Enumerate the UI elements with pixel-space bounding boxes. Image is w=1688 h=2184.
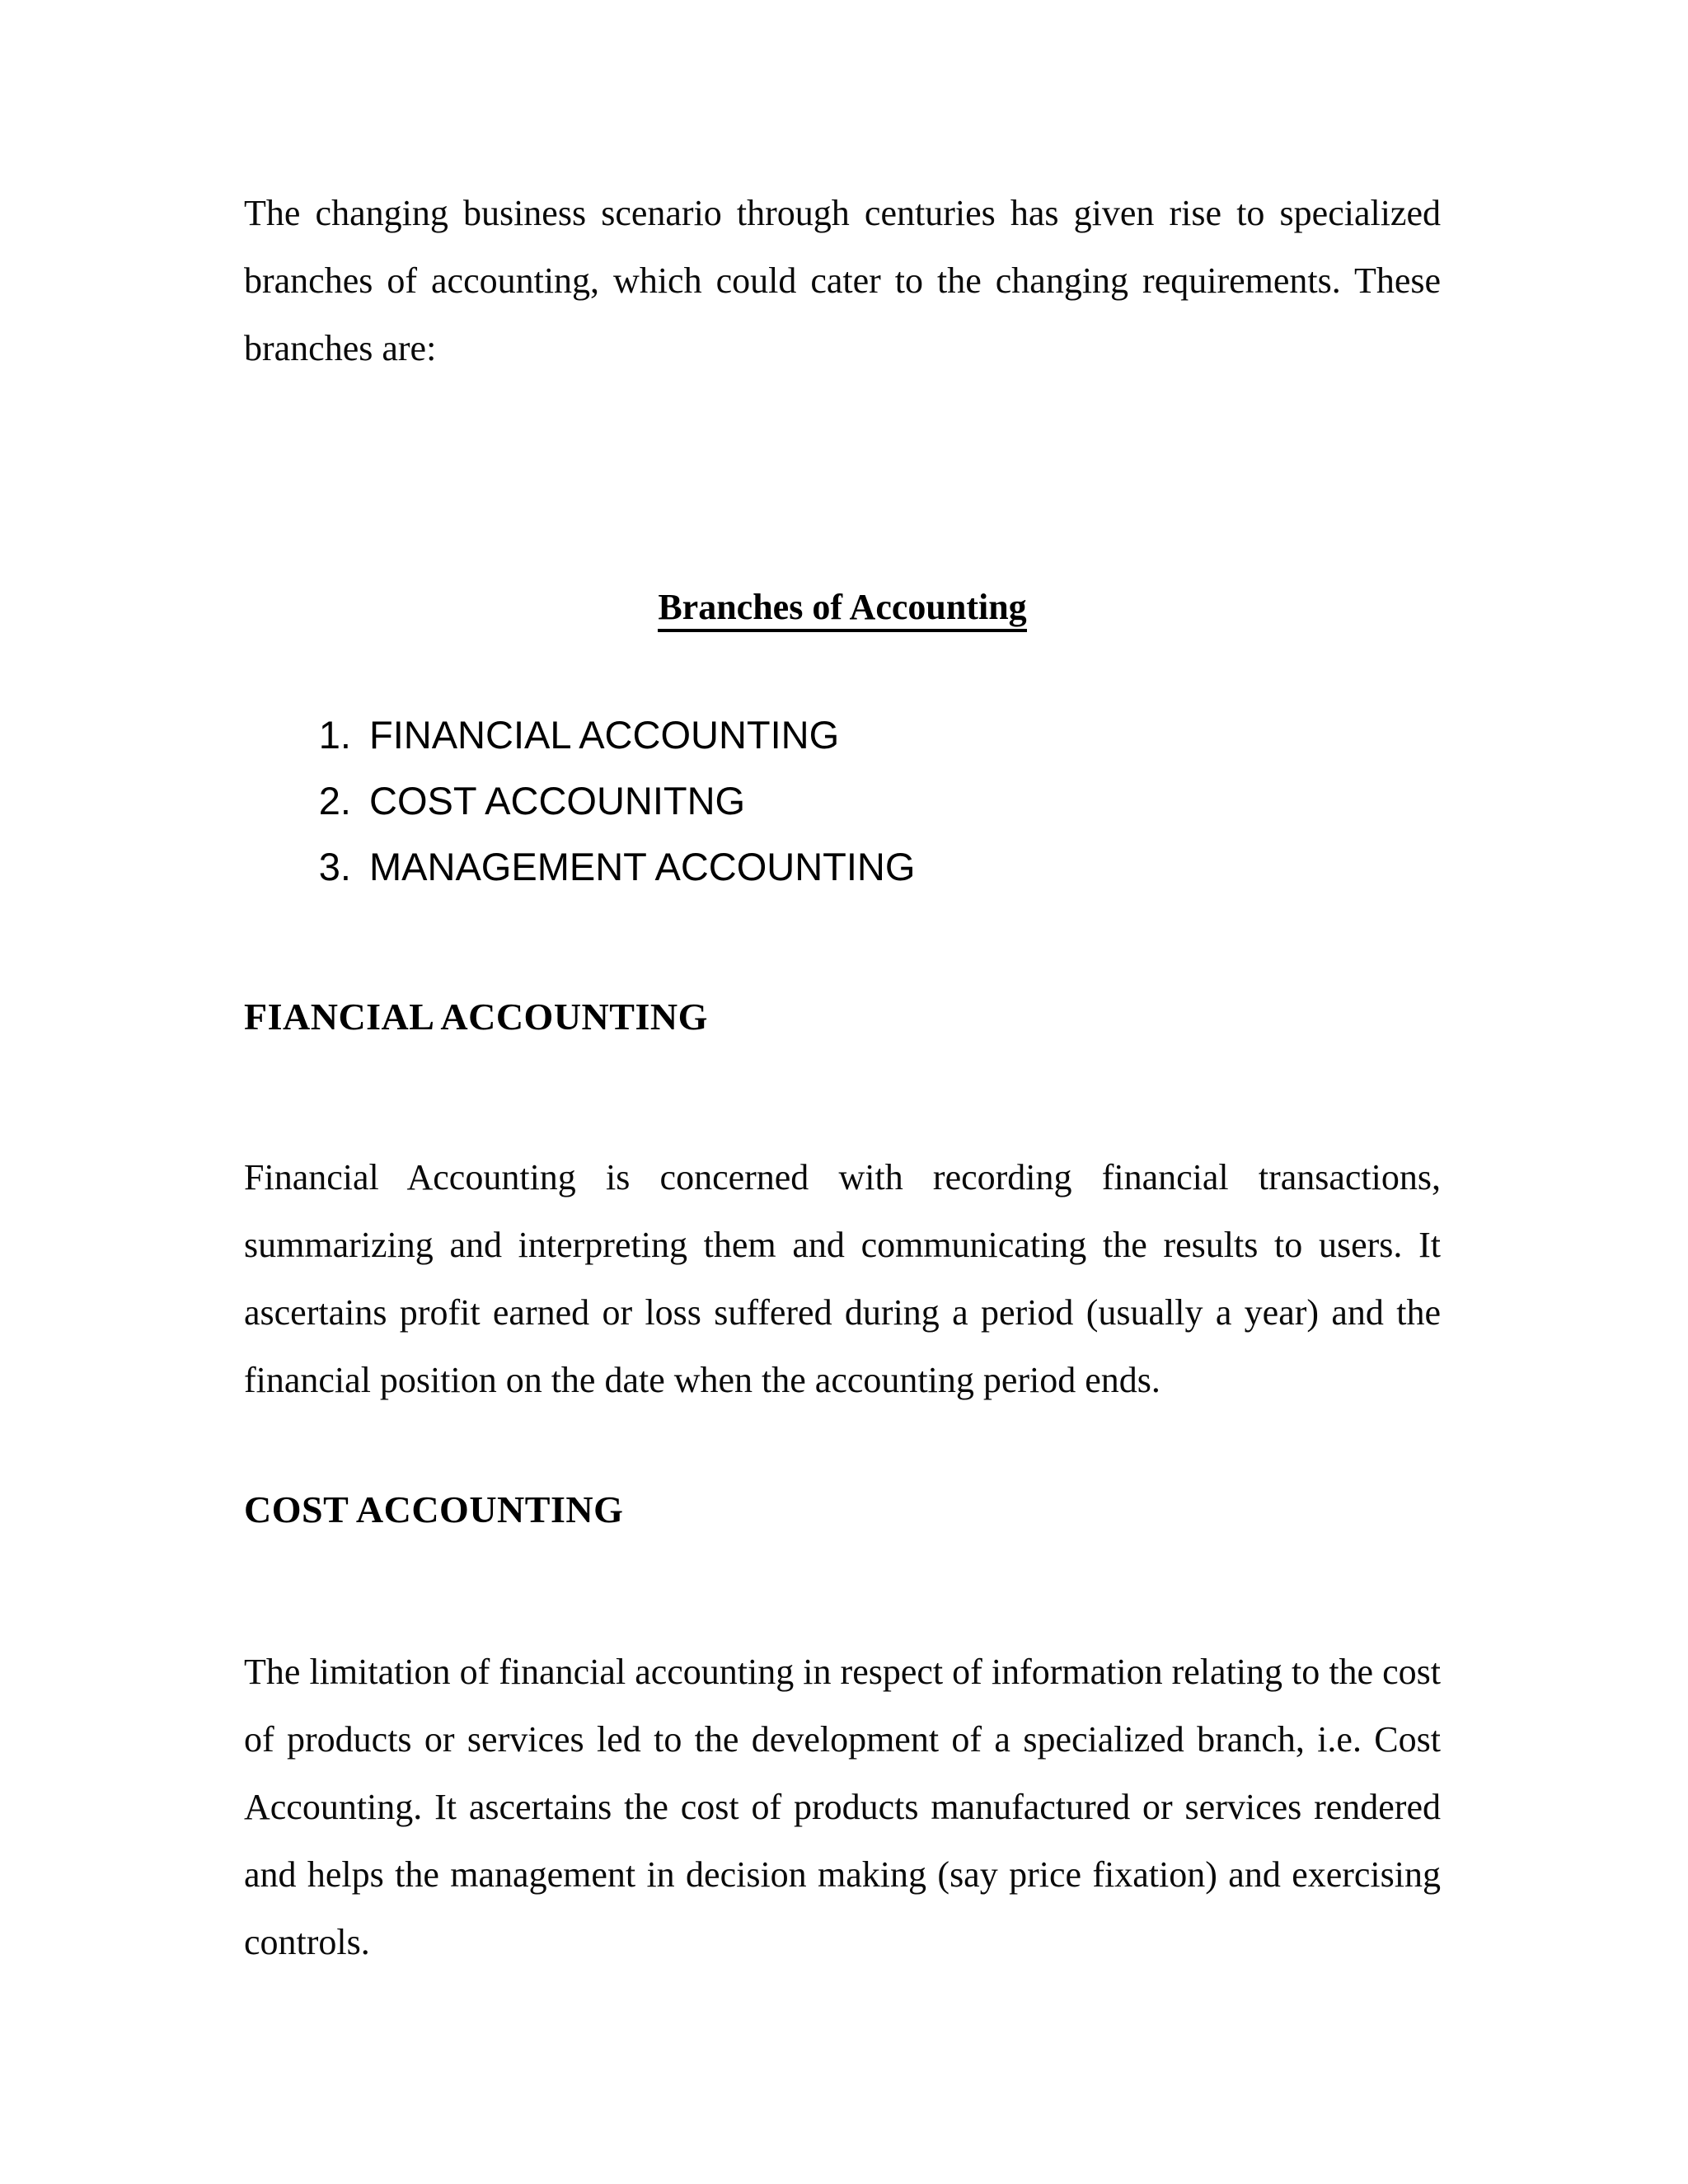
- list-item: [244, 702, 1441, 768]
- spacer-before-branches-heading: [244, 382, 1441, 574]
- branches-heading: [244, 574, 1441, 641]
- cost-accounting-heading: COST ACCOUNTING: [244, 1488, 624, 1530]
- spacer-after-financial-heading: [244, 1042, 1441, 1144]
- spacer-before-cost-heading: [244, 1414, 1441, 1485]
- document-content-column: [244, 0, 1441, 1976]
- financial-accounting-body: Financial Accounting is concerned with recording financial transactions, summarizing and interpreting them and communicating the results to users. It ascertains profit earned or loss suffered during a period (usually a year) and the financial position on the date when the accounting period ends.: [244, 1157, 1441, 1400]
- list-item-label: MANAGEMENT ACCOUNTING: [369, 845, 916, 888]
- list-item: [244, 768, 1441, 834]
- financial-accounting-heading: FIANCIAL ACCOUNTING: [244, 996, 708, 1038]
- branches-list: [244, 702, 1441, 900]
- spacer-before-list: [244, 641, 1441, 702]
- top-margin-spacer: [244, 0, 1441, 180]
- list-item-marker: 1.: [318, 713, 351, 757]
- list-item-label: FINANCIAL ACCOUNTING: [369, 713, 840, 757]
- list-item-label: COST ACCOUNITNG: [369, 779, 746, 823]
- intro-paragraph: The changing business scenario through centuries has given rise to specialized branches of accounting, which could cater to the changing requirements. These branches are:: [244, 193, 1441, 368]
- spacer-after-cost-heading: [244, 1535, 1441, 1638]
- list-item: [244, 834, 1441, 900]
- cost-accounting-body: The limitation of financial accounting in respect of information relating to the cost of products or services led to the development of a specialized branch, i.e. Cost Accounting. It ascertains the cost of products manufactured or services rendered and helps the management in decision making (say price fixation) and exercising controls.: [244, 1652, 1441, 1962]
- list-item-marker: 2.: [318, 779, 351, 823]
- spacer-before-financial-heading: [244, 900, 1441, 992]
- branches-heading-text: Branches of Accounting: [658, 587, 1026, 632]
- list-item-marker: 3.: [318, 845, 351, 888]
